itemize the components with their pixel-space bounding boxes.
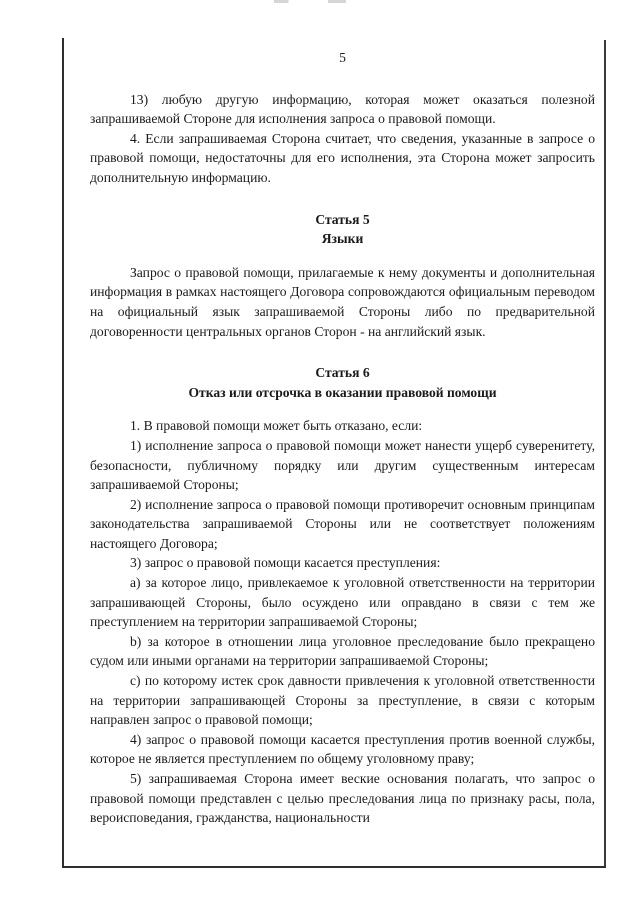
paragraph-item-13: 13) любую другую информацию, которая может оказаться полезной запрашиваемой Стороне для исполнения запроса о правовой помощи. <box>90 91 595 127</box>
article-6-subitem-3c: с) по которому истек срок давности привлечения к уголовной ответственности на территории запрашивающей Стороны за преступление, в связи с которым направлен запрос о правовой помощи; <box>90 673 595 728</box>
page-border-right <box>604 40 606 868</box>
scan-artifact <box>262 0 382 3</box>
article-6-subitem-3a: а) за которое лицо, привлекаемое к уголовной ответственности на территории запрашивающей Стороны, было осуждено или оправдано в связи с тем же преступлением на территории запрашиваемой Стороны; <box>90 575 595 630</box>
article-6-subitem-2: 2) исполнение запроса о правовой помощи противоречит основным принципам законодательства запрашиваемой Стороны или не соответствует положениям настоящего Договора; <box>90 496 595 551</box>
article-6-subitem-1: 1) исполнение запроса о правовой помощи может нанести ущерб суверенитету, безопасности, публичному порядку или другим существенным интересам запрашиваемой Стороны; <box>90 437 595 493</box>
page-border-left <box>62 38 64 868</box>
page-number: 5 <box>339 50 346 65</box>
paragraph-point-4: 4. Если запрашиваемая Сторона считает, что сведения, указанные в запросе о правовой помощи, недостаточны для его исполнения, эта Сторона может запросить дополнительную информацию. <box>90 130 595 185</box>
article-6-subitem-4: 4) запрос о правовой помощи касается преступления против военной службы, которое не является преступлением по общему уголовному праву; <box>90 731 595 767</box>
article-6-title: Отказ или отсрочка в оказании правовой помощи <box>188 384 497 400</box>
article-6-number: Статья 6 <box>315 365 370 381</box>
document-page <box>90 48 595 828</box>
article-5-paragraph: Запрос о правовой помощи, прилагаемые к нему документы и дополнительная информация в рамках настоящего Договора сопровождаются официальным переводом на официальный язык запрашиваемой Стороны либо по предварительной договоренности центральных органов Сторон - на английский язык. <box>90 264 595 339</box>
article-6-point-1: 1. В правовой помощи может быть отказано, если: <box>130 418 423 434</box>
article-5-title: Языки <box>321 231 364 247</box>
article-6-subitem-3: 3) запрос о правовой помощи касается преступления: <box>130 555 441 571</box>
article-6-subitem-3b: b) за которое в отношении лица уголовное преследование было прекращено судом или иными органами на территории запрашиваемой Стороны; <box>90 633 595 669</box>
article-5-number: Статья 5 <box>315 211 370 227</box>
article-6-subitem-5: 5) запрашиваемая Сторона имеет веские основания полагать, что запрос о правовой помощи представлен с целью преследования лица по признаку расы, пола, вероисповедания, гражданства, национальности <box>90 771 595 826</box>
page-border-bottom <box>62 866 606 868</box>
